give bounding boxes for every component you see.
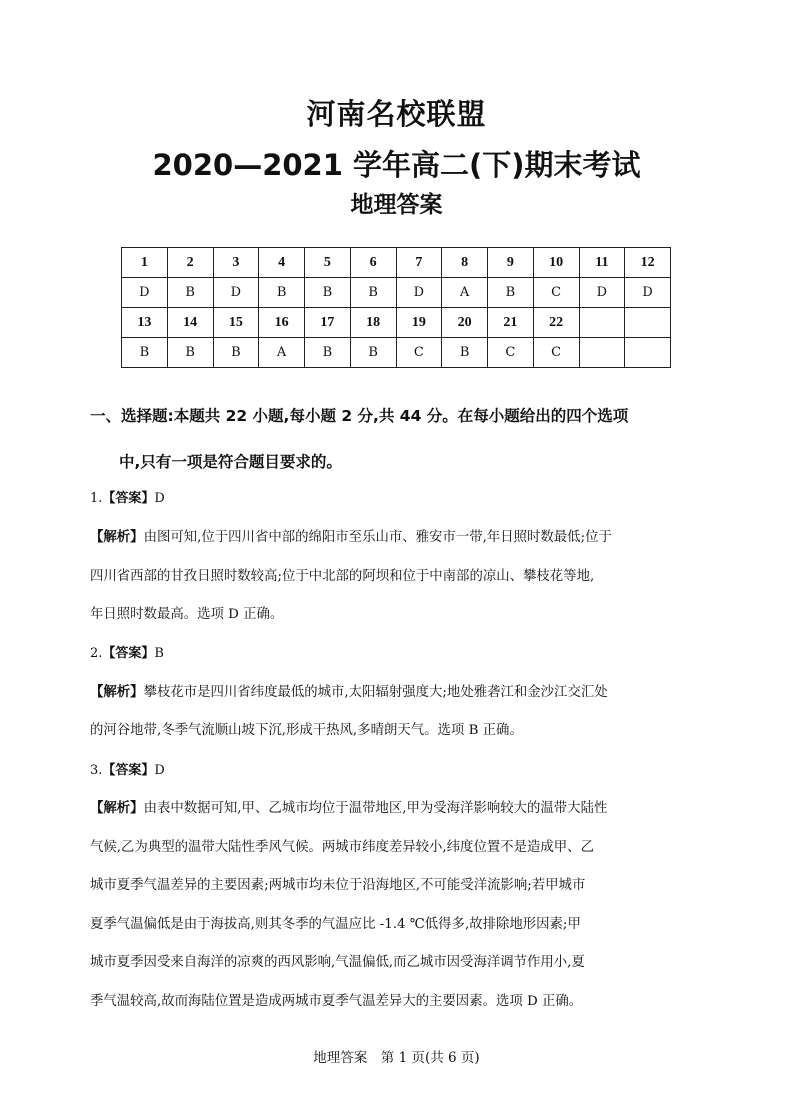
question-number-cell: 6 [350, 248, 396, 278]
exam-title: 2020—2021 学年高二(下)期末考试 [152, 148, 641, 182]
answer-cell: B [259, 278, 305, 308]
question-number-cell: 11 [579, 248, 625, 278]
question-number-cell: 21 [488, 308, 534, 338]
question-1-analysis-line: 四川省西部的甘孜日照时数较高;位于中北部的阿坝和位于中南部的凉山、攀枝花等地, [90, 569, 595, 584]
answer-cell: D [122, 278, 168, 308]
question-number-cell: 15 [213, 308, 259, 338]
subject-title: 地理答案 [350, 192, 443, 218]
answer-cell: D [213, 278, 259, 308]
question-number-cell: 13 [122, 308, 168, 338]
analysis-text: 攀枝花市是四川省纬度最低的城市,太阳辐射强度大;地处雅砻江和金沙江交汇处 [143, 685, 608, 700]
answer-table-number-row [122, 248, 671, 278]
answer-value: D [154, 491, 165, 506]
page-footer: 地理答案 第 1 页(共 6 页) [313, 1050, 480, 1066]
question-number-cell: 12 [625, 248, 671, 278]
analysis-text: 由图可知,位于四川省中部的绵阳市至乐山市、雅安市一带,年日照时数最低;位于 [143, 530, 612, 545]
answer-value: B [154, 646, 164, 661]
question-3-analysis-line: 气候,乙为典型的温带大陆性季风气候。两城市纬度差异较小,纬度位置不是造成甲、乙 [90, 840, 594, 855]
analysis-text: 由表中数据可知,甲、乙城市均位于温带地区,甲为受海洋影响较大的温带大陆性 [143, 801, 608, 816]
answer-cell: B [442, 338, 488, 368]
analysis-label: 【解析】 [90, 685, 144, 700]
question-number-cell: 22 [533, 308, 579, 338]
answer-label: 【答案】 [102, 491, 155, 506]
empty-cell [625, 338, 671, 368]
question-1-analysis-line [90, 526, 702, 545]
answer-value: D [154, 763, 165, 778]
answer-table-answer-row [122, 338, 671, 368]
answer-cell: B [305, 338, 351, 368]
answer-cell: C [533, 278, 579, 308]
answer-cell: B [350, 338, 396, 368]
question-number-cell: 18 [350, 308, 396, 338]
answer-cell: D [396, 278, 442, 308]
answer-cell: B [350, 278, 396, 308]
analysis-label: 【解析】 [90, 801, 144, 816]
answer-table [121, 247, 671, 368]
answer-label: 【答案】 [102, 763, 155, 778]
question-number-cell: 9 [488, 248, 534, 278]
answer-cell: A [442, 278, 488, 308]
answer-cell: C [488, 338, 534, 368]
question-3-analysis-line: 城市夏季气温差异的主要因素;两城市均未位于沿海地区,不可能受洋流影响;若甲城市 [90, 878, 586, 893]
answer-cell: B [488, 278, 534, 308]
question-number-cell: 19 [396, 308, 442, 338]
question-number-cell: 10 [533, 248, 579, 278]
question-number-cell: 3 [213, 248, 259, 278]
question-3-answer [90, 759, 165, 778]
empty-cell [579, 308, 625, 338]
answer-cell: B [213, 338, 259, 368]
empty-cell [579, 338, 625, 368]
question-3-analysis-line: 城市夏季因受来自海洋的凉爽的西风影响,气温偏低,而乙城市因受海洋调节作用小,夏 [90, 955, 585, 970]
section-heading-continued: 中,只有一项是符合题目要求的。 [119, 453, 342, 471]
question-number-cell: 2 [167, 248, 213, 278]
question-1-answer [90, 487, 165, 506]
question-3-analysis-line: 夏季气温偏低是由于海拔高,则其冬季的气温应比 -1.4 ℃低得多,故排除地形因素;甲 [90, 917, 581, 932]
empty-cell [625, 308, 671, 338]
page-title: 河南名校联盟 [306, 97, 487, 131]
answer-table-number-row [122, 308, 671, 338]
question-number-cell: 5 [305, 248, 351, 278]
question-number-cell: 1 [122, 248, 168, 278]
section-heading: 一、选择题:本题共 22 小题,每小题 2 分,共 44 分。在每小题给出的四个选项 [90, 407, 629, 425]
question-3-analysis-line: 季气温较高,故而海陆位置是造成两城市夏季气温差异大的主要因素。选项 D 正确。 [90, 994, 583, 1009]
answer-label: 【答案】 [102, 646, 155, 661]
question-number-cell: 20 [442, 308, 488, 338]
answer-cell: B [167, 338, 213, 368]
question-number-cell: 7 [396, 248, 442, 278]
question-number-cell: 14 [167, 308, 213, 338]
answer-cell: A [259, 338, 305, 368]
question-1-analysis-line: 年日照时数最高。选项 D 正确。 [90, 607, 284, 622]
question-number-cell: 17 [305, 308, 351, 338]
question-number: 1. [90, 491, 103, 506]
question-number: 2. [90, 646, 103, 661]
question-number-cell: 8 [442, 248, 488, 278]
answer-cell: B [122, 338, 168, 368]
answer-cell: B [167, 278, 213, 308]
question-number: 3. [90, 763, 103, 778]
question-number-cell: 4 [259, 248, 305, 278]
question-2-answer [90, 642, 164, 661]
answer-cell: D [579, 278, 625, 308]
question-2-analysis-line [90, 681, 702, 700]
question-number-cell: 16 [259, 308, 305, 338]
question-2-analysis-line: 的河谷地带,冬季气流顺山坡下沉,形成干热风,多晴朗天气。选项 B 正确。 [90, 723, 523, 738]
answer-table-answer-row [122, 278, 671, 308]
answer-cell: C [533, 338, 579, 368]
question-3-analysis-line [90, 797, 702, 816]
analysis-label: 【解析】 [90, 530, 144, 545]
answer-cell: D [625, 278, 671, 308]
answer-cell: B [305, 278, 351, 308]
answer-cell: C [396, 338, 442, 368]
